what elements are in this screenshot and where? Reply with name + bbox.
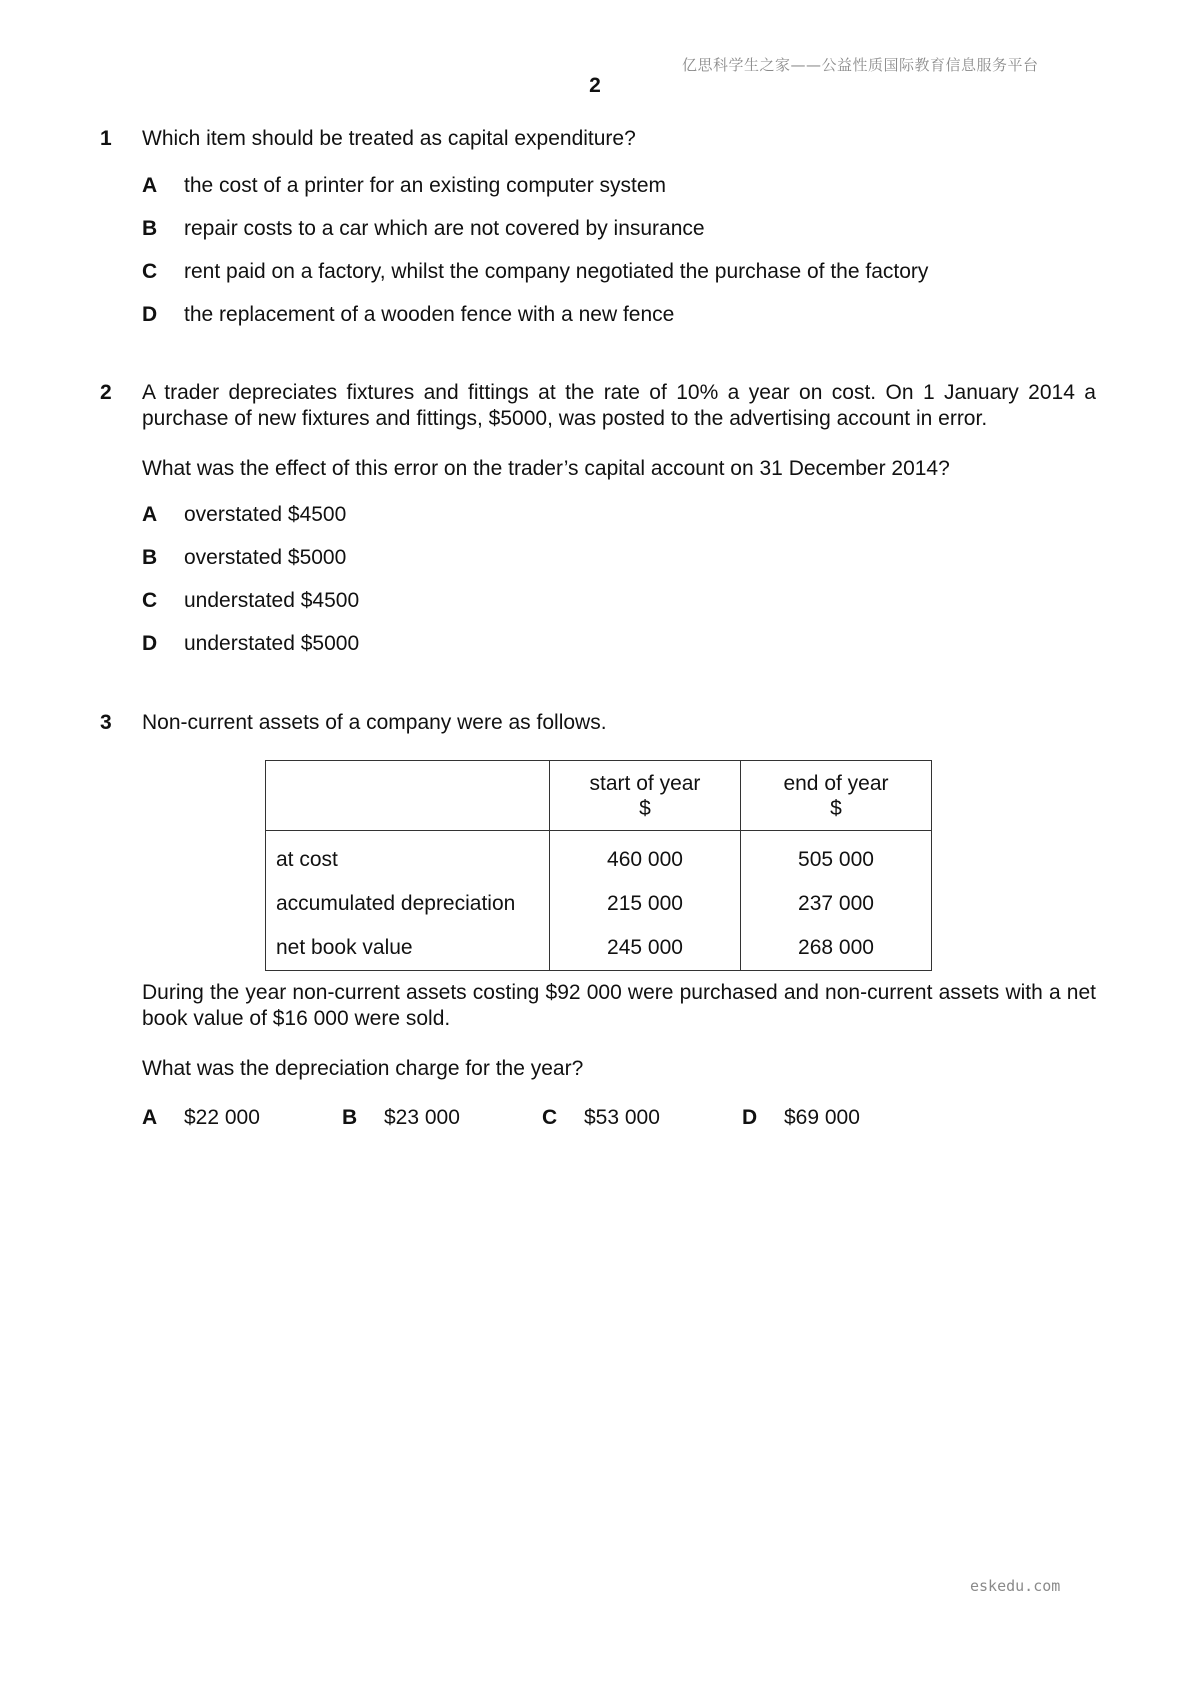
question-text: Which item should be treated as capital expenditure? bbox=[142, 127, 636, 150]
question-info: During the year non-current assets costing $92 000 were purchased and non-current assets with a net book value of $16 000 were sold. bbox=[142, 981, 1096, 1030]
table-header-start: start of year $ bbox=[550, 761, 741, 831]
table-header-blank bbox=[266, 761, 550, 831]
footer-watermark: eskedu.com bbox=[970, 1577, 1061, 1595]
table-header-end: end of year $ bbox=[741, 761, 932, 831]
option-b: B overstated $5000 bbox=[142, 546, 347, 569]
table-row: accumulated depreciation 215 000 237 000 bbox=[266, 882, 932, 926]
option-b: B repair costs to a car which are not covered by insurance bbox=[142, 217, 705, 240]
option-d: D understated $5000 bbox=[142, 632, 360, 655]
question-text: Non-current assets of a company were as follows. bbox=[142, 711, 607, 734]
question-number: 1 bbox=[100, 127, 112, 150]
header-watermark: 亿思科学生之家——公益性质国际教育信息服务平台 bbox=[682, 56, 1039, 74]
option-c: C understated $4500 bbox=[142, 589, 360, 612]
question-prompt: What was the depreciation charge for the year? bbox=[142, 1057, 584, 1080]
option-a: A $22 000 bbox=[142, 1106, 260, 1129]
question-text: A trader depreciates fixtures and fittings at the rate of 10% a year on cost. On 1 January 2014 a purchase of new fixtures and fittings, $5000, was posted to the advertising account in error. bbox=[142, 381, 1096, 430]
non-current-assets-table bbox=[265, 760, 932, 971]
option-a: A overstated $4500 bbox=[142, 503, 347, 526]
table-row: net book value 245 000 268 000 bbox=[266, 926, 932, 971]
question-number: 2 bbox=[100, 381, 112, 404]
option-d: D $69 000 bbox=[742, 1106, 860, 1129]
question-number: 3 bbox=[100, 711, 112, 734]
option-b: B $23 000 bbox=[342, 1106, 460, 1129]
table-row: at cost 460 000 505 000 bbox=[266, 831, 932, 883]
question-prompt: What was the effect of this error on the trader’s capital account on 31 December 2014? bbox=[142, 457, 950, 480]
page-number: 2 bbox=[589, 74, 601, 97]
option-d: D the replacement of a wooden fence with a new fence bbox=[142, 303, 675, 326]
option-c: C $53 000 bbox=[542, 1106, 660, 1129]
option-a: A the cost of a printer for an existing computer system bbox=[142, 174, 667, 197]
option-c: C rent paid on a factory, whilst the company negotiated the purchase of the factory bbox=[142, 260, 929, 283]
